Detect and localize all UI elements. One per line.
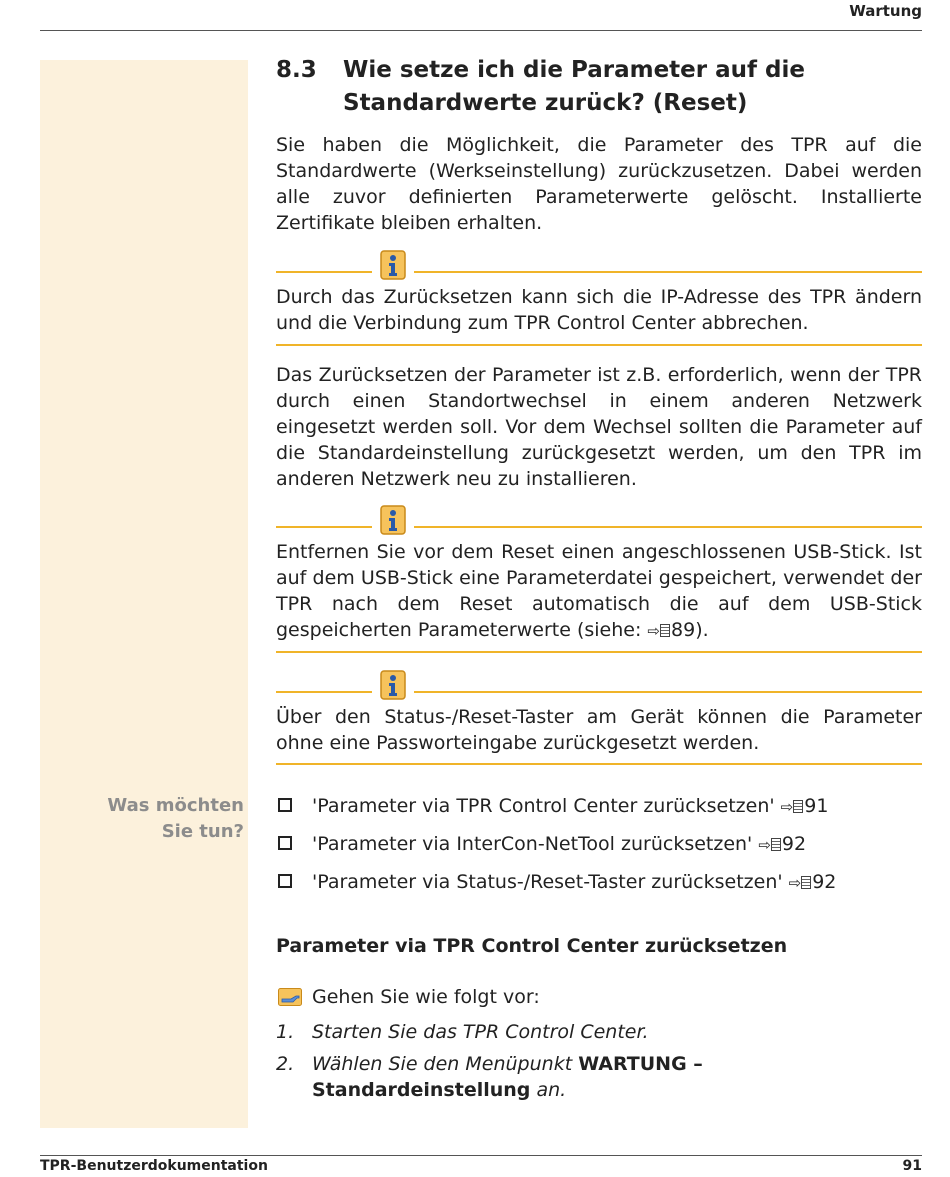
option-label[interactable]: 'Parameter via TPR Control Center zurücksetzen' (312, 795, 775, 817)
note-1-text: Durch das Zurücksetzen kann sich die IP-Adresse des TPR ändern und die Verbindung zum TPR Control Center abbrechen. (276, 286, 922, 334)
note-2-text (276, 539, 922, 644)
hand-pointer-icon (278, 988, 302, 1006)
note-3-top-rule (276, 682, 922, 702)
step-number: 1. (276, 1021, 295, 1043)
footer-doc-title: TPR-Benutzerdokumentation (40, 1158, 268, 1174)
checkbox-icon[interactable] (278, 874, 292, 888)
option-page-ref[interactable]: 92 (812, 871, 837, 893)
note-2-top-rule (276, 517, 922, 537)
page-reference-icon (660, 624, 670, 637)
sidebar-label-line2: Sie tun? (161, 821, 244, 842)
option-label[interactable]: 'Parameter via InterCon-NetTool zurücksetzen' (312, 833, 753, 855)
page-reference-icon (793, 800, 803, 813)
subheading: Parameter via TPR Control Center zurücksetzen (276, 935, 788, 957)
header-rule (40, 30, 922, 31)
intro-paragraph: Sie haben die Möglichkeit, die Parameter des TPR auf die Standardwerte (Werkseinstellung) zurückzusetzen. Dabei werden alle zuvor definierten Parameterwerte gelöscht. Installierte Zertifikate bleiben erhalten. (276, 134, 922, 234)
checkbox-icon[interactable] (278, 798, 292, 812)
menu-path: WARTUNG – Standardeinstellung (312, 1053, 703, 1101)
note-2-bottom-rule (276, 651, 922, 653)
section-title-line1: Wie setze ich die Parameter auf die (343, 57, 805, 83)
option-page-ref[interactable]: 92 (781, 833, 807, 855)
info-icon (380, 250, 406, 280)
note-1-top-rule (276, 262, 922, 282)
note-2-body: Entfernen Sie vor dem Reset einen angeschlossenen USB-Stick. Ist auf dem USB-Stick eine Parameterdatei gespeichert, verwendet der TPR nach dem Reset automatisch die auf dem USB-Stick gespeicherten Parameterwerte (siehe: (276, 541, 922, 641)
paragraph-2: Das Zurücksetzen der Parameter ist z.B. erforderlich, wenn der TPR durch einen Standortwechsel in einem anderen Netzwerk eingesetzt werden soll. Vor dem Wechsel sollten die Parameter auf die Standardeinstellung zurückgesetzt werden, um den TPR im anderen Netzwerk neu zu installieren. (276, 364, 922, 490)
arrow-right-icon: ⇨ (780, 798, 794, 816)
footer-rule (40, 1155, 922, 1156)
note-3-bottom-rule (276, 763, 922, 765)
procedure-intro-text: Gehen Sie wie folgt vor: (312, 986, 540, 1008)
section-number: 8.3 (276, 57, 317, 83)
arrow-right-icon: ⇨ (788, 874, 802, 892)
page-reference-icon (801, 876, 811, 889)
info-icon (380, 670, 406, 700)
option-page-ref[interactable]: 91 (804, 795, 829, 817)
step-text: Starten Sie das TPR Control Center. (312, 1021, 649, 1043)
option-label[interactable]: 'Parameter via Status-/Reset-Taster zurücksetzen' (312, 871, 783, 893)
sidebar-label (44, 793, 244, 845)
arrow-right-icon: ⇨ (647, 622, 660, 640)
page-reference-icon (771, 838, 781, 851)
info-icon (380, 505, 406, 535)
footer-page-number: 91 (902, 1158, 922, 1174)
checkbox-icon[interactable] (278, 836, 292, 850)
section-title (343, 54, 903, 120)
note-3-text: Über den Status-/Reset-Taster am Gerät können die Parameter ohne eine Passworteingabe zurückgesetzt werden. (276, 706, 922, 754)
step-text-end: an. (536, 1079, 567, 1101)
note-1-bottom-rule (276, 344, 922, 346)
section-title-line2: Standardwerte zurück? (Reset) (343, 90, 748, 116)
sidebar-label-line1: Was möchten (107, 795, 244, 816)
arrow-right-icon: ⇨ (758, 836, 771, 854)
step-number: 2. (276, 1053, 295, 1075)
note-2-tail: ). (695, 619, 709, 641)
sidebar-column (40, 60, 248, 1128)
header-title: Wartung (849, 2, 922, 20)
step-text: Wählen Sie den Menüpunkt (312, 1053, 573, 1075)
note-2-page-ref[interactable]: 89 (671, 619, 696, 641)
